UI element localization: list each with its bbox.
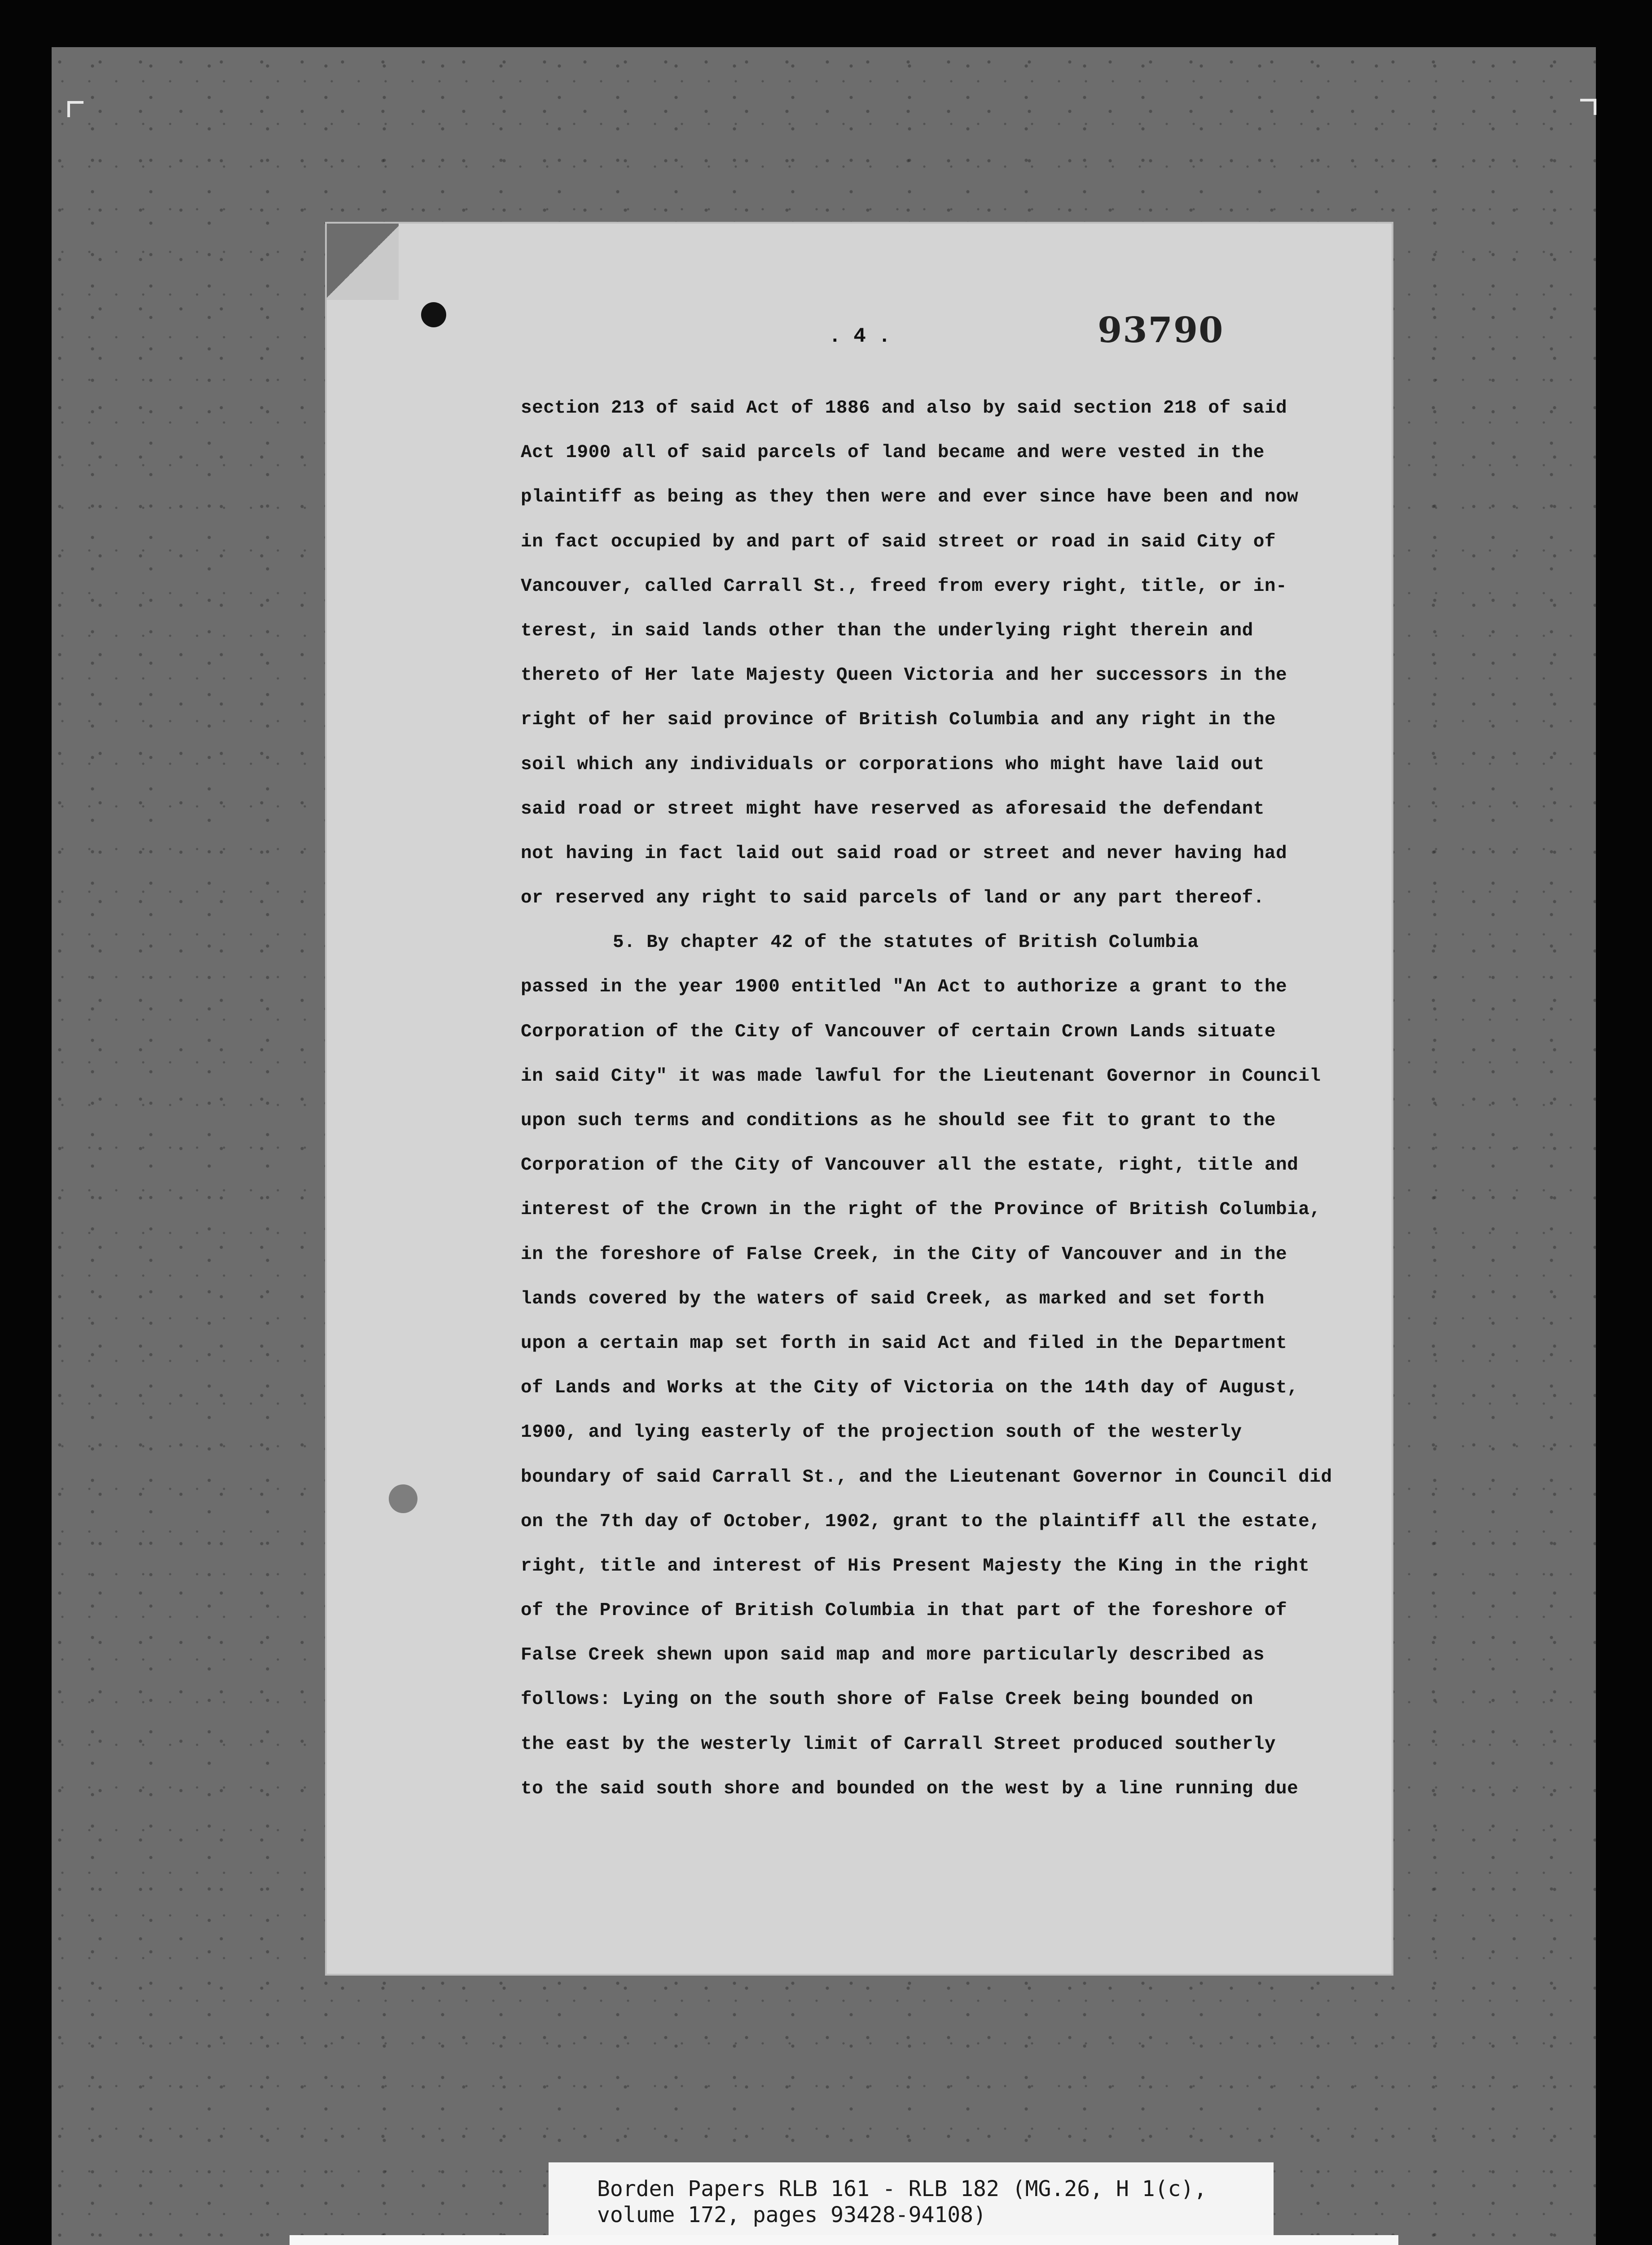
text-line: in said City" it was made lawful for the Lieutenant Governor in Council — [521, 1065, 1321, 1087]
text-line: upon a certain map set forth in said Act and filed in the Department — [521, 1333, 1287, 1354]
text-line: not having in fact laid out said road or street and never having had — [521, 843, 1287, 864]
text-line: Corporation of the City of Vancouver of certain Crown Lands situate — [521, 1021, 1276, 1042]
text-line: Vancouver, called Carrall St., freed from every right, title, or in- — [521, 576, 1287, 597]
text-line: upon such terms and conditions as he should see fit to grant to the — [521, 1110, 1276, 1131]
document-body — [521, 386, 1383, 1811]
text-line: in the foreshore of False Creek, in the City of Vancouver and in the — [521, 1244, 1287, 1265]
text-line: said road or street might have reserved as aforesaid the defendant — [521, 798, 1265, 819]
text-line: of the Province of British Columbia in that part of the foreshore of — [521, 1600, 1287, 1621]
text-line: section 213 of said Act of 1886 and also by said section 218 of said — [521, 398, 1287, 418]
text-line: interest of the Crown in the right of the Province of British Columbia, — [521, 1199, 1321, 1220]
citation-line: Borden Papers RLB 161 - RLB 182 (MG.26, H 1(c), — [597, 2176, 1207, 2201]
text-line: of Lands and Works at the City of Victoria on the 14th day of August, — [521, 1378, 1299, 1399]
text-line: plaintiff as being as they then were and ever since have been and now — [521, 487, 1299, 508]
page-folded-corner — [327, 224, 399, 300]
punch-hole — [389, 1484, 417, 1513]
page-number: . 4 . — [829, 325, 891, 348]
text-line: lands covered by the waters of said Creek, as marked and set forth — [521, 1288, 1265, 1309]
text-line: thereto of Her late Majesty Queen Victoria and her successors in the — [521, 665, 1287, 686]
text-line: in fact occupied by and part of said street or road in said City of — [521, 531, 1276, 552]
text-line: the east by the westerly limit of Carrall Street produced southerly — [521, 1734, 1276, 1755]
text-line: boundary of said Carrall St., and the Lieutenant Governor in Council did — [521, 1466, 1332, 1488]
text-line: right of her said province of British Columbia and any right in the — [521, 709, 1276, 731]
text-line: Corporation of the City of Vancouver all the estate, right, title and — [521, 1155, 1299, 1176]
archives-card — [290, 2235, 1398, 2245]
punch-hole — [421, 302, 446, 327]
text-line: right, title and interest of His Present Majesty the King in the right — [521, 1555, 1310, 1576]
text-line: soil which any individuals or corporations who might have laid out — [521, 754, 1265, 775]
text-line: terest, in said lands other than the underlying right therein and — [521, 620, 1253, 641]
text-line: follows: Lying on the south shore of False Creek being bounded on — [521, 1689, 1253, 1710]
text-line: to the said south shore and bounded on the west by a line running due — [521, 1778, 1299, 1799]
document-page — [327, 224, 1392, 1974]
frame-corner-mark — [67, 101, 83, 117]
text-line: False Creek shewn upon said map and more particularly described as — [521, 1645, 1265, 1666]
text-line: or reserved any right to said parcels of land or any part thereof. — [521, 888, 1265, 909]
text-line: Act 1900 all of said parcels of land became and were vested in the — [521, 442, 1265, 463]
stamped-page-number: 93790 — [1098, 310, 1224, 351]
citation-label — [549, 2162, 1274, 2240]
text-line: passed in the year 1900 entitled "An Act to authorize a grant to the — [521, 977, 1287, 998]
citation-line: volume 172, pages 93428-94108) — [597, 2202, 986, 2227]
frame-corner-mark — [1580, 99, 1596, 115]
paragraph-5-start: 5. By chapter 42 of the statutes of British Columbia — [613, 932, 1199, 953]
text-line: on the 7th day of October, 1902, grant to the plaintiff all the estate, — [521, 1511, 1321, 1532]
text-line: 1900, and lying easterly of the projection south of the westerly — [521, 1422, 1242, 1443]
